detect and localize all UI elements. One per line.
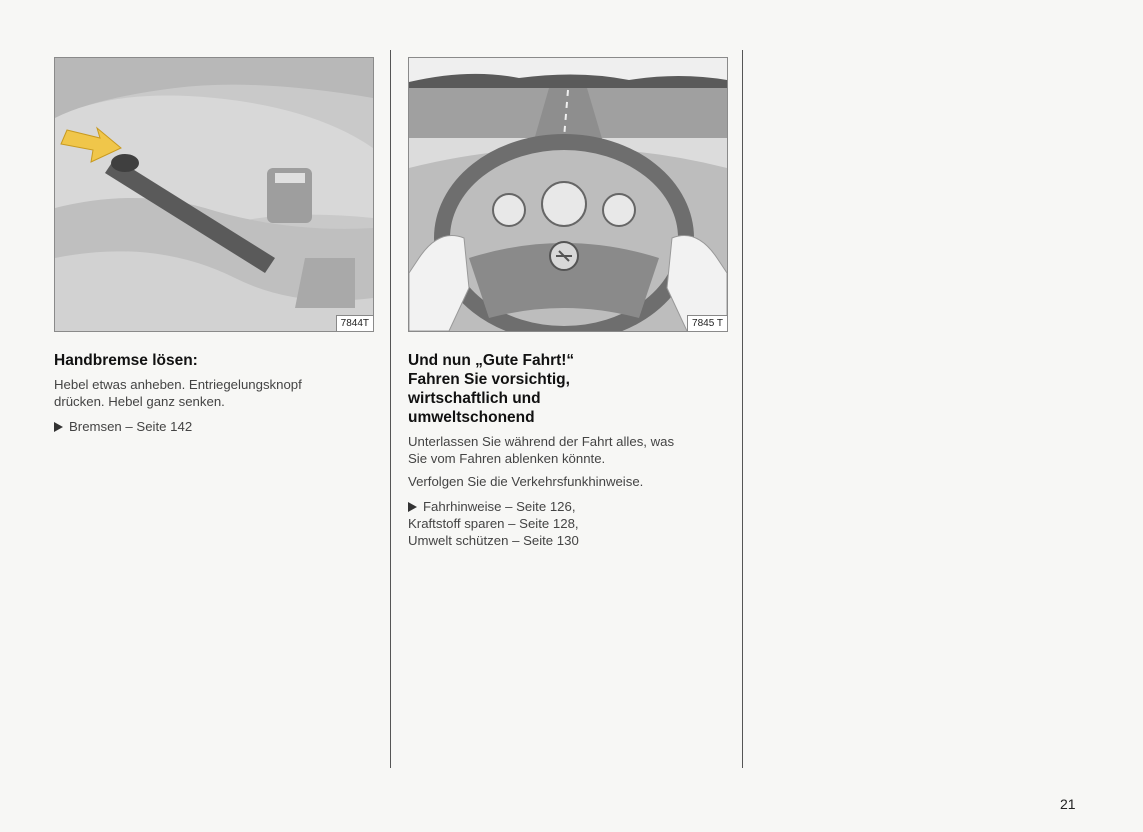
cross-reference [408,498,738,549]
steering-wheel-illustration [408,57,728,332]
heading-line: umweltschonend [408,409,535,426]
xref-line: Fahrhinweise – Seite 126, [408,498,738,515]
paragraph [54,376,374,410]
paragraph-line: Hebel etwas anheben. Entriegelungsknopf [54,377,302,392]
section-heading: Handbremse lösen: [54,352,198,369]
heading-line: Und nun „Gute Fahrt!“ [408,352,575,369]
handbrake-illustration [54,57,374,332]
left-column-text [54,351,374,435]
paragraph [408,433,738,467]
column-divider [390,50,391,768]
paragraph [408,473,738,490]
paragraph-line: Sie vom Fahren ablenken könnte. [408,451,606,466]
middle-column-text [408,351,738,549]
paragraph-line: Unterlassen Sie während der Fahrt alles, was [408,434,675,449]
xref-line: Kraftstoff sparen – Seite 128, [408,516,579,531]
figure-code: 7845 T [687,315,727,331]
xref-line: Umwelt schützen – Seite 130 [408,533,579,548]
page-number: 21 [1060,796,1076,812]
column-divider [742,50,743,768]
cross-reference [54,418,374,435]
heading-line: wirtschaftlich und [408,390,541,407]
paragraph-line: Verfolgen Sie die Verkehrsfunkhinweise. [408,474,644,489]
figure-code: 7844T [336,315,373,331]
right-triangle-arrow-icon [408,502,417,512]
xref-line: Bremsen – Seite 142 [54,418,374,435]
heading-line: Fahren Sie vorsichtig, [408,371,570,388]
paragraph-line: drücken. Hebel ganz senken. [54,394,225,409]
right-triangle-arrow-icon [54,422,63,432]
section-heading [408,351,738,427]
